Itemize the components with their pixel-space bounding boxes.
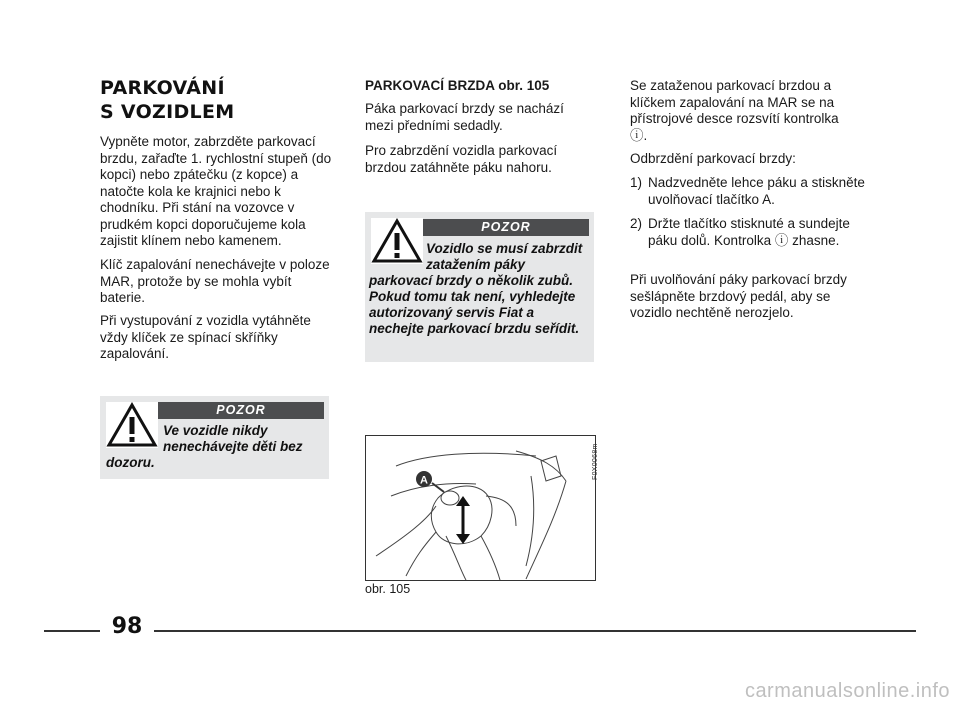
- warning-text: [369, 241, 592, 337]
- release-heading: Odbrzdění parkovací brzdy:: [630, 151, 796, 166]
- warning-text: [106, 423, 326, 471]
- section-title: [100, 76, 234, 124]
- parking-paragraph-1: Vypněte motor, zabrzděte parkovací brzdu, zařaďte 1. rychlostní stupeň (do kopci) nebo zpátečku (z kopce) a natočte kola ke krajnici nebo k chodníku. Při stání na vozovce v prudkém kopci doporučujeme kola zajistit klínem nebo kamenem.: [100, 134, 332, 248]
- list-item-text: Držte tlačítko stisknuté a sundejte páku dolů. Kontrolka ⓘ zhasne.: [648, 216, 850, 248]
- figure-caption: obr. 105: [365, 582, 411, 596]
- page-number: 98: [111, 614, 143, 639]
- section-title-line2: S VOZIDLEM: [100, 101, 235, 123]
- warning-label: POZOR: [158, 402, 324, 419]
- list-item-number: 1): [630, 175, 643, 190]
- warning-text-line2: zatažením páky: [426, 257, 526, 272]
- label-a-text: A: [420, 474, 428, 487]
- parking-brake-paragraph-1: Páka parkovací brzdy se nachází mezi předními sedadly.: [365, 101, 564, 133]
- warning-box-children: [100, 396, 329, 479]
- list-item: [630, 216, 880, 266]
- warning-text-line2: nenechávejte děti bez: [163, 439, 303, 454]
- warning-text-line1: Ve vozidle nikdy: [163, 423, 268, 438]
- figure-code: F0X0068m: [592, 443, 599, 481]
- warning-label: POZOR: [423, 219, 589, 236]
- parking-paragraph-2: Klíč zapalování nenechávejte v poloze MAR, protože by se mohla vybít baterie.: [100, 257, 330, 305]
- warning-box-brake: [365, 212, 594, 362]
- parking-paragraph-3: Při vystupování z vozidla vytáhněte vždy klíček ze spínací skříňky zapalování.: [100, 313, 311, 361]
- section-title-line1: PARKOVÁNÍ: [100, 77, 225, 99]
- warning-text-rest: parkovací brzdy o několik zubů. Pokud tomu tak není, vyhledejte autorizovaný servis Fiat a nechejte parkovací brzdu seřídit.: [369, 273, 580, 336]
- parking-brake-illustration: [366, 436, 595, 580]
- figure-parking-brake: [365, 435, 596, 581]
- footer-rule-left: [44, 630, 100, 632]
- watermark: carmanualsonline.info: [744, 680, 950, 702]
- parking-brake-heading: PARKOVACÍ BRZDA obr. 105: [365, 78, 550, 93]
- parking-brake-paragraph-2: Pro zabrzdění vozidla parkovací brzdou zatáhněte páku nahoru.: [365, 143, 558, 175]
- indicator-paragraph: Se zataženou parkovací brzdou a klíčkem zapalování na MAR se na přístrojové desce rozsvítí kontrolka ⓘ.: [630, 78, 839, 143]
- list-item-number: 2): [630, 216, 643, 231]
- warning-text-rest: dozoru.: [106, 455, 155, 470]
- list-item: [630, 175, 880, 209]
- release-paragraph: Při uvolňování páky parkovací brzdy sešlápněte brzdový pedál, aby se vozidlo nechtěně nerozjelo.: [630, 272, 847, 320]
- list-item-text: Nadzvedněte lehce páku a stiskněte uvolňovací tlačítko A.: [648, 175, 865, 207]
- footer-rule-right: [154, 630, 916, 632]
- warning-text-line1: Vozidlo se musí zabrzdit: [426, 241, 583, 256]
